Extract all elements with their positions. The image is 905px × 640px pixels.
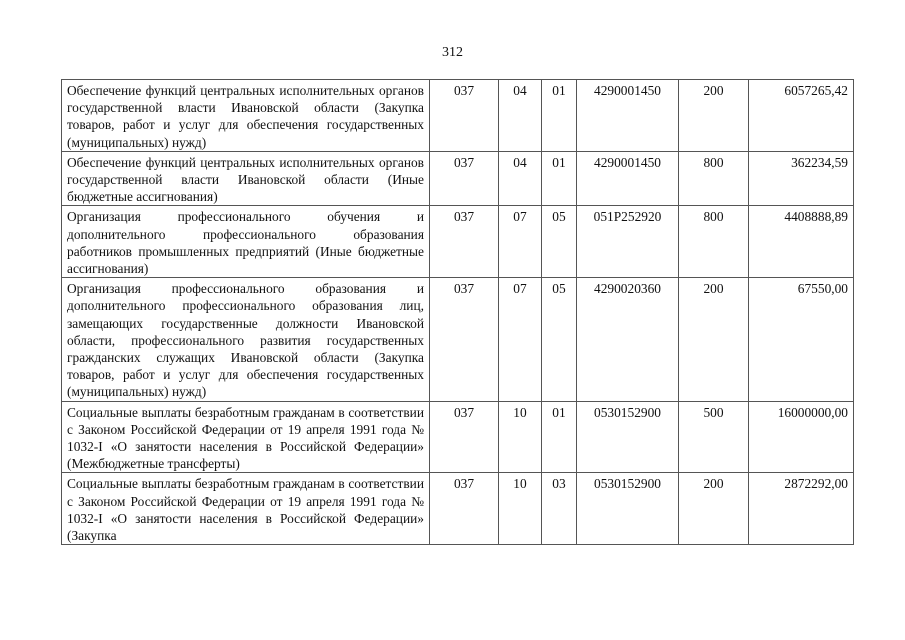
section-code: 07 — [499, 206, 542, 278]
expense-description: Организация профессионального образования и дополнительного профессионального образования лиц, замещающих государственные должности Ивановской области, профессионального развития государственных гражданских служащих Ивановской области (Закупка товаров, работ и услуг для обеспечения государственных (муниципальных) нужд) — [62, 278, 430, 401]
expense-description: Социальные выплаты безработным гражданам в соответствии с Законом Российской Федерации от 19 апреля 1991 года № 1032-I «О занятости населения в Российской Федерации» (Межбюджетные трансферты) — [62, 401, 430, 473]
section-code: 10 — [499, 401, 542, 473]
target-article-code: 4290001450 — [577, 151, 679, 206]
target-article-code: 4290001450 — [577, 80, 679, 152]
expense-description: Обеспечение функций центральных исполнительных органов государственной власти Ивановской области (Иные бюджетные ассигнования) — [62, 151, 430, 206]
expense-type-code: 800 — [679, 151, 749, 206]
grbs-code: 037 — [430, 151, 499, 206]
grbs-code: 037 — [430, 473, 499, 545]
table-row — [62, 80, 854, 152]
section-code: 10 — [499, 473, 542, 545]
subsection-code: 05 — [542, 206, 577, 278]
section-code: 04 — [499, 151, 542, 206]
expense-description: Организация профессионального обучения и дополнительного профессионального образования работников промышленных предприятий (Иные бюджетные ассигнования) — [62, 206, 430, 278]
table-row — [62, 151, 854, 206]
subsection-code: 03 — [542, 473, 577, 545]
table-row — [62, 401, 854, 473]
amount: 362234,59 — [749, 151, 854, 206]
grbs-code: 037 — [430, 278, 499, 401]
expense-type-code: 200 — [679, 278, 749, 401]
expense-type-code: 500 — [679, 401, 749, 473]
expense-description: Социальные выплаты безработным гражданам в соответствии с Законом Российской Федерации от 19 апреля 1991 года № 1032-I «О занятости населения в Российской Федерации» (Закупка — [62, 473, 430, 545]
amount: 67550,00 — [749, 278, 854, 401]
table-row — [62, 278, 854, 401]
subsection-code: 05 — [542, 278, 577, 401]
amount: 4408888,89 — [749, 206, 854, 278]
amount: 6057265,42 — [749, 80, 854, 152]
amount: 2872292,00 — [749, 473, 854, 545]
grbs-code: 037 — [430, 206, 499, 278]
amount: 16000000,00 — [749, 401, 854, 473]
target-article-code: 0530152900 — [577, 473, 679, 545]
expense-type-code: 800 — [679, 206, 749, 278]
expense-type-code: 200 — [679, 80, 749, 152]
subsection-code: 01 — [542, 80, 577, 152]
table-row — [62, 473, 854, 545]
expense-type-code: 200 — [679, 473, 749, 545]
budget-table — [61, 79, 854, 545]
subsection-code: 01 — [542, 401, 577, 473]
grbs-code: 037 — [430, 401, 499, 473]
page-number: 312 — [442, 45, 463, 60]
target-article-code: 4290020360 — [577, 278, 679, 401]
subsection-code: 01 — [542, 151, 577, 206]
expense-description: Обеспечение функций центральных исполнительных органов государственной власти Ивановской области (Закупка товаров, работ и услуг для обеспечения государственных (муниципальных) нужд) — [62, 80, 430, 152]
section-code: 07 — [499, 278, 542, 401]
target-article-code: 051P252920 — [577, 206, 679, 278]
target-article-code: 0530152900 — [577, 401, 679, 473]
section-code: 04 — [499, 80, 542, 152]
grbs-code: 037 — [430, 80, 499, 152]
table-row — [62, 206, 854, 278]
